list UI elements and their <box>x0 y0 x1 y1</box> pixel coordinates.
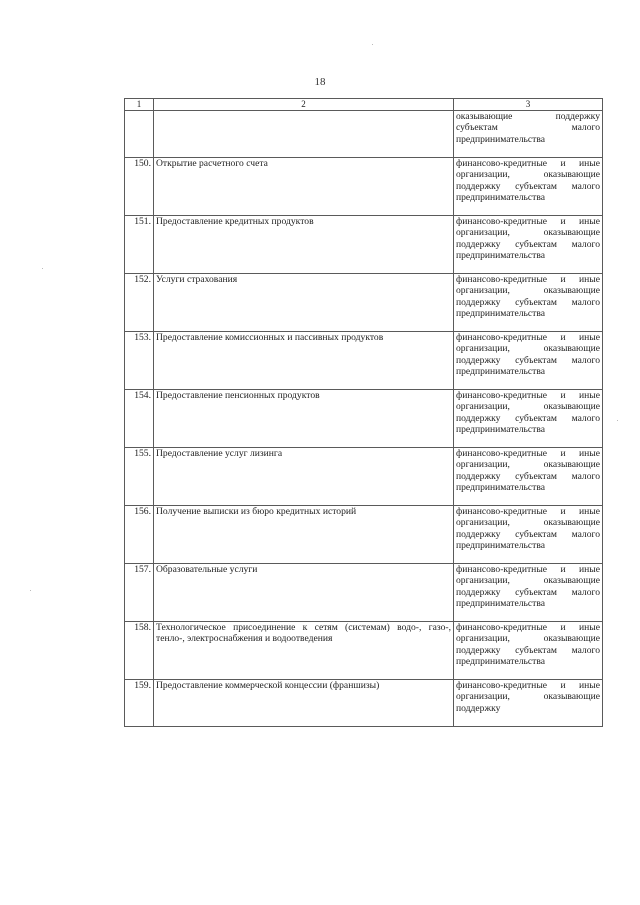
continuation-row <box>125 111 603 158</box>
table-row <box>125 274 603 332</box>
provider-cell: финансово-кредитные и иные организации, оказывающие поддержку субъектам малого предпринимательства <box>454 506 603 564</box>
column-header-3: 3 <box>454 99 603 111</box>
row-number-cell: 158. <box>125 622 154 680</box>
page-number: 18 <box>314 76 326 88</box>
provider-cell: финансово-кредитные и иные организации, оказывающие поддержку субъектам малого предпринимательства <box>454 332 603 390</box>
row-number-cell <box>125 111 154 158</box>
row-number-cell: 159. <box>125 680 154 727</box>
row-number-cell: 151. <box>125 216 154 274</box>
table-row <box>125 216 603 274</box>
service-cell: Услуги страхования <box>154 274 454 332</box>
table-row <box>125 332 603 390</box>
table-row <box>125 622 603 680</box>
service-cell: Предоставление коммерческой концессии (франшизы) <box>154 680 454 727</box>
table-header-row <box>125 99 603 111</box>
provider-cell: финансово-кредитные и иные организации, оказывающие поддержку субъектам малого предпринимательства <box>454 390 603 448</box>
row-number-cell: 155. <box>125 448 154 506</box>
row-number-cell: 157. <box>125 564 154 622</box>
service-cell: Предоставление комиссионных и пассивных продуктов <box>154 332 454 390</box>
provider-cell: оказывающие поддержку субъектам малого предпринимательства <box>454 111 603 158</box>
service-cell: Технологическое присоединение к сетям (системам) водо-, газо-, тенло-, электроснабжения и водоотведения <box>154 622 454 680</box>
service-cell: Предоставление пенсионных продуктов <box>154 390 454 448</box>
provider-cell: финансово-кредитные и иные организации, оказывающие поддержку субъектам малого предпринимательства <box>454 274 603 332</box>
column-header-2: 2 <box>154 99 454 111</box>
scan-speck <box>30 590 31 591</box>
service-cell <box>154 111 454 158</box>
scan-speck <box>372 44 373 45</box>
provider-cell: финансово-кредитные и иные организации, оказывающие поддержку субъектам малого предпринимательства <box>454 448 603 506</box>
table-row <box>125 158 603 216</box>
provider-cell: финансово-кредитные и иные организации, оказывающие поддержку субъектам малого предпринимательства <box>454 622 603 680</box>
provider-cell: финансово-кредитные и иные организации, оказывающие поддержку субъектам малого предпринимательства <box>454 158 603 216</box>
table-row <box>125 680 603 727</box>
scan-speck <box>617 420 618 421</box>
table-row <box>125 506 603 564</box>
service-cell: Открытие расчетного счета <box>154 158 454 216</box>
row-number-cell: 152. <box>125 274 154 332</box>
table-row <box>125 390 603 448</box>
row-number-cell: 154. <box>125 390 154 448</box>
column-header-1: 1 <box>125 99 154 111</box>
service-cell: Предоставление услуг лизинга <box>154 448 454 506</box>
provider-cell: финансово-кредитные и иные организации, оказывающие поддержку субъектам малого предпринимательства <box>454 564 603 622</box>
services-table <box>124 98 603 727</box>
scan-speck <box>42 268 43 269</box>
row-number-cell: 153. <box>125 332 154 390</box>
service-cell: Предоставление кредитных продуктов <box>154 216 454 274</box>
service-cell: Образовательные услуги <box>154 564 454 622</box>
table-row <box>125 448 603 506</box>
row-number-cell: 156. <box>125 506 154 564</box>
table-row <box>125 564 603 622</box>
service-cell: Получение выписки из бюро кредитных историй <box>154 506 454 564</box>
provider-cell: финансово-кредитные и иные организации, оказывающие поддержку <box>454 680 603 727</box>
row-number-cell: 150. <box>125 158 154 216</box>
provider-cell: финансово-кредитные и иные организации, оказывающие поддержку субъектам малого предпринимательства <box>454 216 603 274</box>
